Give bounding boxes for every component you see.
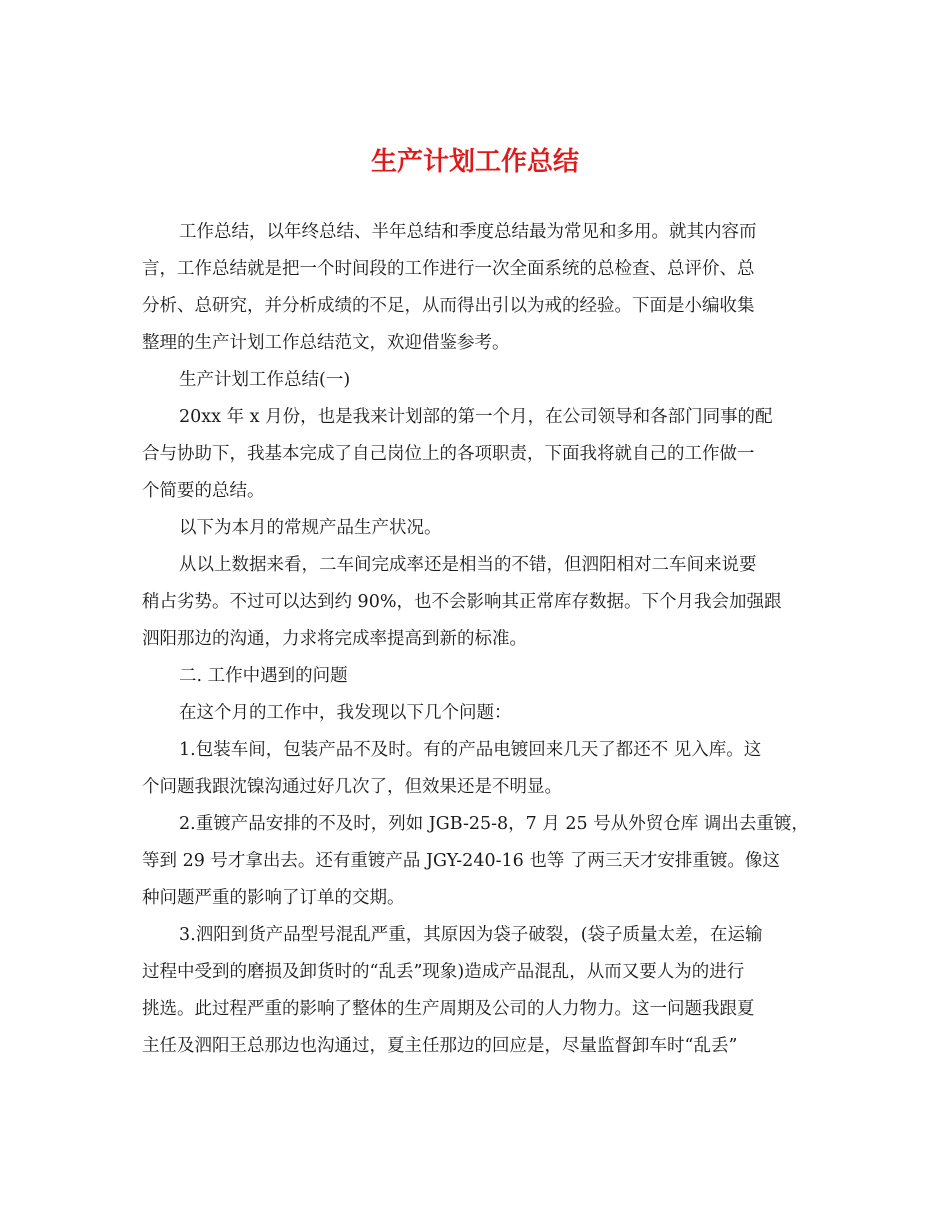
text-line: 等到 29 号才拿出去。还有重镀产品 JGY-240-16 也等 了两三天才安排重镀。像这 (142, 851, 780, 871)
text-line: 分析、总研究，并分析成绩的不足，从而得出引以为戒的经验。下面是小编收集 (142, 296, 755, 316)
text-line: 泗阳那边的沟通，力求将完成率提高到新的标准。 (142, 629, 527, 649)
text-line: 个简要的总结。 (142, 481, 265, 501)
text-line: 在这个月的工作中，我发现以下几个问题： (179, 703, 512, 723)
document-title: 生产计划工作总结 (370, 147, 579, 177)
section-heading: 二. 工作中遇到的问题 (179, 666, 348, 686)
text-line: 从以上数据来看，二车间完成率还是相当的不错，但泗阳相对二车间来说要 (179, 555, 757, 575)
text-line: 20xx 年 x 月份，也是我来计划部的第一个月，在公司领导和各部门同事的配 (179, 407, 773, 427)
text-line: 挑选。此过程严重的影响了整体的生产周期及公司的人力物力。这一问题我跟夏 (142, 999, 755, 1019)
text-line: 种问题严重的影响了订单的交期。 (142, 888, 405, 908)
list-item: 3.泗阳到货产品型号混乱严重，其原因为袋子破裂，(袋子质量太差，在运输 (179, 925, 763, 945)
list-item: 1.包装车间，包装产品不及时。有的产品电镀回来几天了都还不 见入库。这 (179, 740, 762, 760)
list-item: 2.重镀产品安排的不及时，列如 JGB-25-8，7 月 25 号从外贸仓库 调出去重镀， (179, 814, 809, 834)
text-line: 个问题我跟沈镍沟通过好几次了，但效果还是不明显。 (142, 777, 562, 797)
text-line: 整理的生产计划工作总结范文，欢迎借鉴参考。 (142, 333, 510, 353)
text-line: 主任及泗阳王总那边也沟通过，夏主任那边的回应是，尽量监督卸车时“乱丢” (142, 1036, 738, 1056)
text-line: 言，工作总结就是把一个时间段的工作进行一次全面系统的总检查、总评价、总 (142, 259, 755, 279)
text-line: 以下为本月的常规产品生产状况。 (179, 518, 442, 538)
text-line: 过程中受到的磨损及卸货时的“乱丢”现象)造成产品混乱，从而又要人为的进行 (142, 962, 745, 982)
text-line: 合与协助下，我基本完成了自己岗位上的各项职责，下面我将就自己的工作做一 (142, 444, 755, 464)
text-line: 稍占劣势。不过可以达到约 90%，也不会影响其正常库存数据。下个月我会加强跟 (142, 592, 782, 612)
text-line: 工作总结，以年终总结、半年总结和季度总结最为常见和多用。就其内容而 (179, 222, 757, 242)
section-heading: 生产计划工作总结(一) (179, 370, 351, 390)
